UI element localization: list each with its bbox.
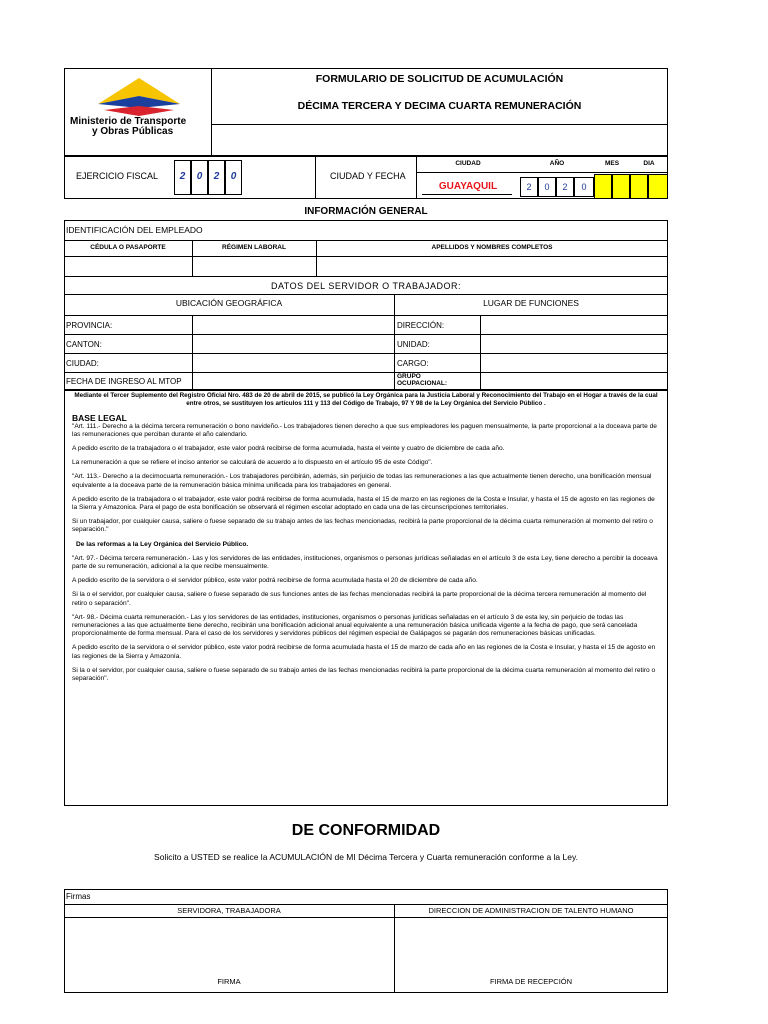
header-bottom-line (211, 124, 668, 125)
firma-label: FIRMA (217, 977, 241, 986)
line-input-bottom (64, 276, 668, 277)
firmas-col-right: DIRECCION DE ADMINISTRACION DE TALENTO HUMANO (428, 906, 634, 915)
firma-recepcion-label: FIRMA DE RECEPCIÓN (489, 977, 573, 986)
col-apellidos: APELLIDOS Y NOMBRES COMPLETOS (431, 244, 553, 251)
direccion-input[interactable] (481, 316, 667, 334)
apellidos-input[interactable] (317, 257, 667, 276)
ciudad-header: CIUDAD (455, 160, 481, 167)
conformidad-title: DE CONFORMIDAD (291, 822, 441, 839)
ministry-logo-graphic (68, 74, 210, 118)
anio-text-3: 2 (562, 182, 568, 192)
canton-input[interactable] (193, 335, 393, 353)
col-cedula: CÉDULA O PASAPORTE (90, 244, 166, 251)
firmas-col-left: SERVIDORA, TRABAJADORA (177, 906, 281, 915)
fiscal-digit-text-1: 2 (179, 171, 186, 182)
fiscal-digit-text-4: 0 (230, 171, 237, 182)
ubicacion-header: UBICACIÓN GEOGRÁFICA (175, 298, 283, 308)
base-legal-heading: BASE LEGAL (72, 412, 127, 423)
legal-reformas: De las reformas a la Ley Orgánica del Servicio Público. (76, 540, 249, 548)
legal-p6: Si un trabajador, por cualquier causa, saliere o fuese separado de su trabajo antes de las fechas mencionadas, recibirá la parte proporcional de la décima cuarta remuneración al momento del retiro o separación." (72, 518, 653, 534)
fecha-ingreso-input[interactable] (193, 373, 393, 390)
mes-box-2[interactable] (612, 174, 630, 199)
fiscal-digit-text-2: 0 (196, 171, 203, 182)
canton-label: CANTON: (66, 340, 102, 349)
firmas-line-1 (64, 904, 668, 905)
legal-text (72, 392, 660, 802)
general-title: INFORMACIÓN GENERAL (304, 206, 428, 217)
grupo-input[interactable] (481, 373, 667, 390)
ciudad-value[interactable]: GUAYAQUIL (438, 181, 498, 192)
form-title: FORMULARIO DE SOLICITUD DE ACUMULACIÓN (315, 73, 564, 85)
col-regimen: RÉGIMEN LABORAL (222, 244, 286, 251)
fiscal-year-label: EJERCICIO FISCAL (76, 171, 159, 181)
cedula-input[interactable] (65, 257, 191, 276)
ministry-logo (68, 74, 210, 138)
mes-header: MES (604, 160, 620, 167)
legal-p5: A pedido escrito de la trabajadora o el trabajador, este valor podrá recibirse de forma acumulada, hasta el 15 de marzo en las regiones de la Costa e Insular, y hasta el 15 de agosto en las regiones de la Sierra y Amazonica. Para el pago de esta bonificación se observará el régimen escolar adoptado en cada una de las circunscripciones territoriales. (72, 495, 655, 512)
anio-header: AÑO (549, 160, 565, 167)
cargo-label: CARGO: (397, 359, 429, 368)
cargo-input[interactable] (481, 354, 667, 372)
logo-line2: y Obras Públicas (92, 126, 174, 137)
provincia-input[interactable] (193, 316, 393, 334)
ubic-lugar-divider (394, 294, 395, 390)
dia-header: DIA (643, 160, 655, 167)
ciudad-input[interactable] (193, 354, 393, 372)
line-id-bottom (64, 240, 668, 241)
firmas-label: Firmas (66, 892, 91, 901)
legal-p2: A pedido escrito de la trabajadora o el trabajador, este valor podrá recibirse de forma acumulada, hasta el veinte y cuatro de diciembre de cada año. (72, 445, 505, 452)
legal-p1: "Art. 111.- Derecho a la décima tercera remuneración o bono navideño.- Los trabajadores tienen derecho a que sus empleadores les paguen mensualmente, la parte proporcional a la doceava parte de las remuneraciones que perciban durante el año calendario. (72, 422, 657, 438)
provincia-label: PROVINCIA: (66, 321, 113, 330)
ciudad-underline (422, 194, 512, 195)
form-subtitle: DÉCIMA TERCERA Y DECIMA CUARTA REMUNERACIÓN (297, 100, 582, 112)
legal-p7: "Art. 97.- Décima tercera remuneración.- Las y los servidores de las entidades, instituciones, organismos o personas jurídicas señaladas en el artículo 3 de esta Ley, tiene derecho a percibir la doceava parte de su remuneración, adicional a la que recibe mensualmente. (72, 554, 658, 571)
lugar-header: LUGAR DE FUNCIONES (483, 298, 579, 308)
grupo-label-2: OCUPACIONAL: (397, 380, 448, 387)
conformidad-text: Solicito a USTED se realice la ACUMULACIÓN de MI Décima Tercera y Cuarta remuneración conforme a la Ley. (154, 852, 578, 862)
datos-title: DATOS DEL SERVIDOR O TRABAJADOR: (270, 281, 462, 291)
dia-box-2[interactable] (648, 174, 668, 199)
line-datos-bottom (64, 294, 668, 295)
fecha-ingreso-label: FECHA DE INGRESO AL MTOP (66, 377, 182, 386)
unidad-input[interactable] (481, 335, 667, 353)
unidad-label: UNIDAD: (397, 340, 430, 349)
legal-p8: A pedido escrito de la servidora o el servidor público, este valor podrá recibirse de forma acumulada hasta el 20 de diciembre de cada año. (72, 577, 478, 585)
fiscal-digit-text-3: 2 (213, 171, 220, 182)
anio-text-2: 0 (544, 182, 550, 192)
legal-p11: A pedido escrito de la servidora o el servidor público, este valor podrá recibirse de forma acumulada hasta el 15 de marzo de cada año en las regiones de la Costa e Insular, y hasta el 15 de agosto en las regiones de la Sierra y Amazonía. (72, 644, 656, 660)
legal-p10: "Art- 98.- Décima cuarta remuneración.- Las y los servidores de las entidades, instituciones, organismos o personas jurídicas señaladas en el artículo 3 de esta ley, sin perjuicio de todas las remuneraciones a las que actualmente tiene derecho, recibirán una bonificación adicional anual equivalente a una remuneración básica unificada vigente a la fecha de pago, que será cancelada proporcionalmente de forma mensual. Para el caso de los servidores y servidores públicos del régimen especial de Galápagos se pagarán dos remuneraciones básicas unificadas. (72, 613, 638, 638)
legal-intro: Mediante el Tercer Suplemento del Registro Oficial Nro. 483 de 20 de abril de 2015, se publicó la Ley Orgánica para la Justicia Laboral y Reconocimiento del Trabajo en el Hogar a través de la cual entre otros, se sustituyen los artículos 111 y 113 del Código de Trabajo, 97 Y 98 de la Ley Orgánica del Servicio Público . (74, 392, 658, 407)
dia-box-1[interactable] (630, 174, 648, 199)
anio-text-4: 0 (581, 182, 587, 192)
legal-p3: La remuneración a que se refiere el inciso anterior se calculará de acuerdo a lo dispuesto en el artículo 95 de este Código". (72, 459, 433, 467)
regimen-input[interactable] (193, 257, 315, 276)
legal-p12: Si la o el servidor, por cualquier causa, saliere o fuese separado de su trabajo antes de las fechas mencionadas recibirá la parte proporcional de la décima cuarta remuneración al momento del retiro o separación". (72, 666, 656, 683)
legal-p4: "Art. 113.- Derecho a la decimocuarta remuneración.- Los trabajadores percibirán, además, sin perjuicio de todas las remuneraciones a las que actualmente tienen derecho, una bonificación mensual equivalente a la doceava parte de la remuneración básica mínima unificada para los trabajadores en general. (72, 473, 652, 489)
legal-p9: Si la o el servidor, por cualquier causa, saliere o fuese separado de sus funciones antes de las fechas mencionadas recibirá la parte proporcional de la décima tercera remuneración al momento del retiro o separación". (72, 591, 647, 607)
city-date-label: CIUDAD Y FECHA (330, 171, 406, 181)
direccion-label: DIRECCIÓN: (397, 321, 445, 330)
logo-line1: Ministerio de Transporte (70, 116, 187, 127)
grupo-label-1: GRUPO (397, 373, 421, 380)
mes-box-1[interactable] (594, 174, 612, 199)
anio-text-1: 2 (526, 182, 532, 192)
ciudad-label: CIUDAD: (66, 359, 99, 368)
employee-id-label: IDENTIFICACIÓN DEL EMPLEADO (66, 225, 203, 235)
city-date-header-line (416, 172, 668, 173)
